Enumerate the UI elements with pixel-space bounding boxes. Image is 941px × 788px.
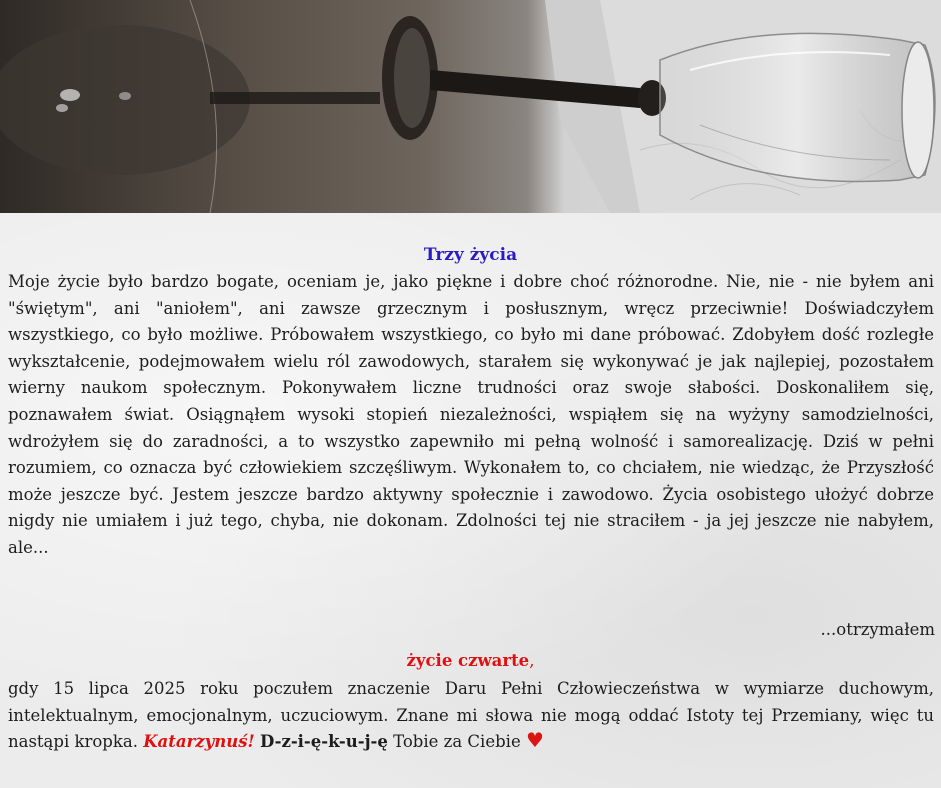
closing-paragraph <box>8 676 934 756</box>
subtitle-comma: , <box>529 651 535 670</box>
hero-photo <box>0 0 941 213</box>
signoff-text: ...otrzymałem <box>820 620 935 639</box>
subtitle-text: życie czwarte <box>406 651 530 670</box>
dedication-name: Katarzynuś! <box>143 732 255 752</box>
article <box>0 213 941 788</box>
thanks-text: D-z-i-ę-k-u-j-ę <box>259 732 388 752</box>
article-title: Trzy życia <box>423 245 518 265</box>
wine-glass-illustration <box>0 0 941 213</box>
article-paragraph: Moje życie było bardzo bogate, oceniam je, jako piękne i dobre choć różnorodne. Nie, nie - nie byłem ani "świętym", ani "aniołem", ani zawsze grzecznym i posłusznym, wręcz przeciwnie! Doświadczyłem wszystkiego, co było możliwe. Próbowałem wszystkiego, co było mi dane próbować. Zdobyłem dość rozległe wykształcenie, podejmowałem wielu ról zawodowych, starałem się wykonywać je jak najlepiej, pozostałem wierny naukom społecznym. Pokonywałem liczne trudności oraz swoje słabości. Doskonaliłem się, poznawałem świat. Osiągnąłem wysoki stopień niezależności, wspiąłem się na wyżyny samodzielności, wdrożyłem się do zaradności, a to wszystko zapewniło mi pełną wolność i samorealizację. Dziś w pełni rozumiem, co oznacza być człowiekiem szczęśliwym. Wykonałem to, co chciałem, nie wiedząc, że Przyszłość może jeszcze być. Jestem jeszcze bardzo aktywny społecznie i zawodowo. Życia osobistego ułożyć dobrze nigdy nie umiałem i już tego, chyba, nie dokonam. Zdolności tej nie straciłem - ja jej jeszcze nie nabyłem, ale... <box>8 272 934 557</box>
heart-icon: ♥ <box>525 728 544 753</box>
closing-paragraph-text: gdy 15 lipca 2025 roku poczułem znaczenie Daru Pełni Człowieczeństwa w wymiarze duchowym, intelektualnym, emocjonalnym, uczuciowym. Znane mi słowa nie mogą oddać Istoty tej Przemiany, więc tu nastąpi kropka. <box>8 679 934 752</box>
closing-text: Tobie za Ciebie <box>387 732 526 752</box>
subtitle <box>0 648 941 674</box>
